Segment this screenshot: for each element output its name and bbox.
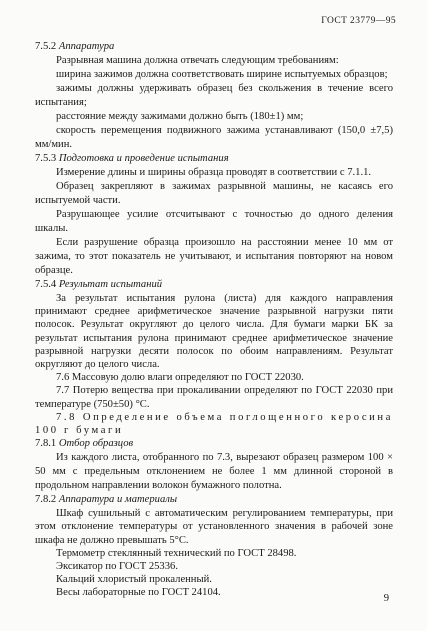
paragraph: Разрушающее усилие отсчитывают с точностью до одного деления шкалы.	[35, 209, 393, 234]
paragraph: Весы лабораторные по ГОСТ 24104.	[56, 587, 221, 599]
page-body	[35, 40, 393, 600]
section-number: 7.8.1	[35, 438, 57, 450]
section-7-8-1-heading	[35, 437, 393, 451]
paragraph: ширина зажимов должна соответствовать ширине испытуемых образцов;	[56, 69, 388, 80]
paragraph: Кальций хлористый прокаленный.	[56, 574, 212, 586]
section-7-5-3-heading	[35, 152, 393, 166]
section-7-5-2-heading	[35, 40, 393, 54]
section-number: 7.5.3	[35, 153, 57, 164]
section-title: Отбор образцов	[58, 438, 134, 450]
section-title: Аппаратура и материалы	[58, 494, 178, 506]
paragraph: Образец закрепляют в зажимах разрывной машины, не касаясь его испытуемой части.	[35, 181, 393, 206]
page-number: 9	[383, 593, 389, 604]
paragraph: Разрывная машина должна отвечать следующим требованиям:	[56, 55, 339, 66]
paragraph: За результат испытания рулона (листа) для каждого направления принимают среднее арифметическое значение разрывной нагрузки пяти полосок. Результат округляют до целого числа. Для бумаги марки БК за результат испытания рулона принимают среднее арифметическое значение разрывной нагрузки десяти полосок по обоим направлениям. Результат округляют до целого числа.	[35, 293, 393, 371]
section-number: 7.8.2	[35, 494, 57, 506]
section-7-8-2-heading	[35, 493, 393, 507]
section-7-5-4-heading	[35, 278, 393, 292]
paragraph: Эксикатор по ГОСТ 25336.	[56, 561, 178, 573]
section-title: Аппаратура	[58, 41, 115, 52]
section-title: Подготовка и проведение испытания	[58, 153, 229, 164]
paragraph: зажимы должны удерживать образец без скольжения в течение всего испытания;	[35, 83, 393, 108]
paragraph: расстояние между зажимами должно быть (180±1) мм;	[56, 111, 304, 122]
paragraph: Термометр стеклянный технический по ГОСТ 28498.	[56, 547, 297, 559]
section-7-8-heading: 7.8 Определение объема поглощенного керосина 100 г бумаги	[35, 411, 393, 437]
document-id: ГОСТ 23779—95	[321, 16, 396, 26]
section-number: 7.5.2	[35, 41, 57, 52]
section-title: Результат испытаний	[58, 279, 163, 290]
paragraph: Из каждого листа, отобранного по 7.3, вырезают образец размером 100 × 50 мм с предельным отклонением не более 1 мм длинной стороной в продольном направлении волокон бумажного полотна.	[35, 452, 393, 492]
paragraph: скорость перемещения подвижного зажима устанавливают (150,0 ±7,5) мм/мин.	[35, 125, 393, 150]
paragraph: Если разрушение образца произошло на расстоянии менее 10 мм от зажима, то этот показатель не учитывают, и испытания повторяют на новом образце.	[35, 237, 393, 276]
paragraph: Измерение длины и ширины образца проводят в соответствии с 7.1.1.	[56, 167, 372, 178]
section-number: 7.5.4	[35, 279, 57, 290]
paragraph: 7.6 Массовую долю влаги определяют по ГОСТ 22030.	[56, 372, 304, 384]
paragraph: Шкаф сушильный с автоматическим регулированием температуры, при этом отклонение температуры от установленного значения в рабочей зоне шкафа не должно превышать 5°С.	[35, 508, 393, 546]
paragraph: 7.7 Потерю вещества при прокаливании определяют по ГОСТ 22030 при температуре (750±50) °С.	[35, 385, 393, 410]
